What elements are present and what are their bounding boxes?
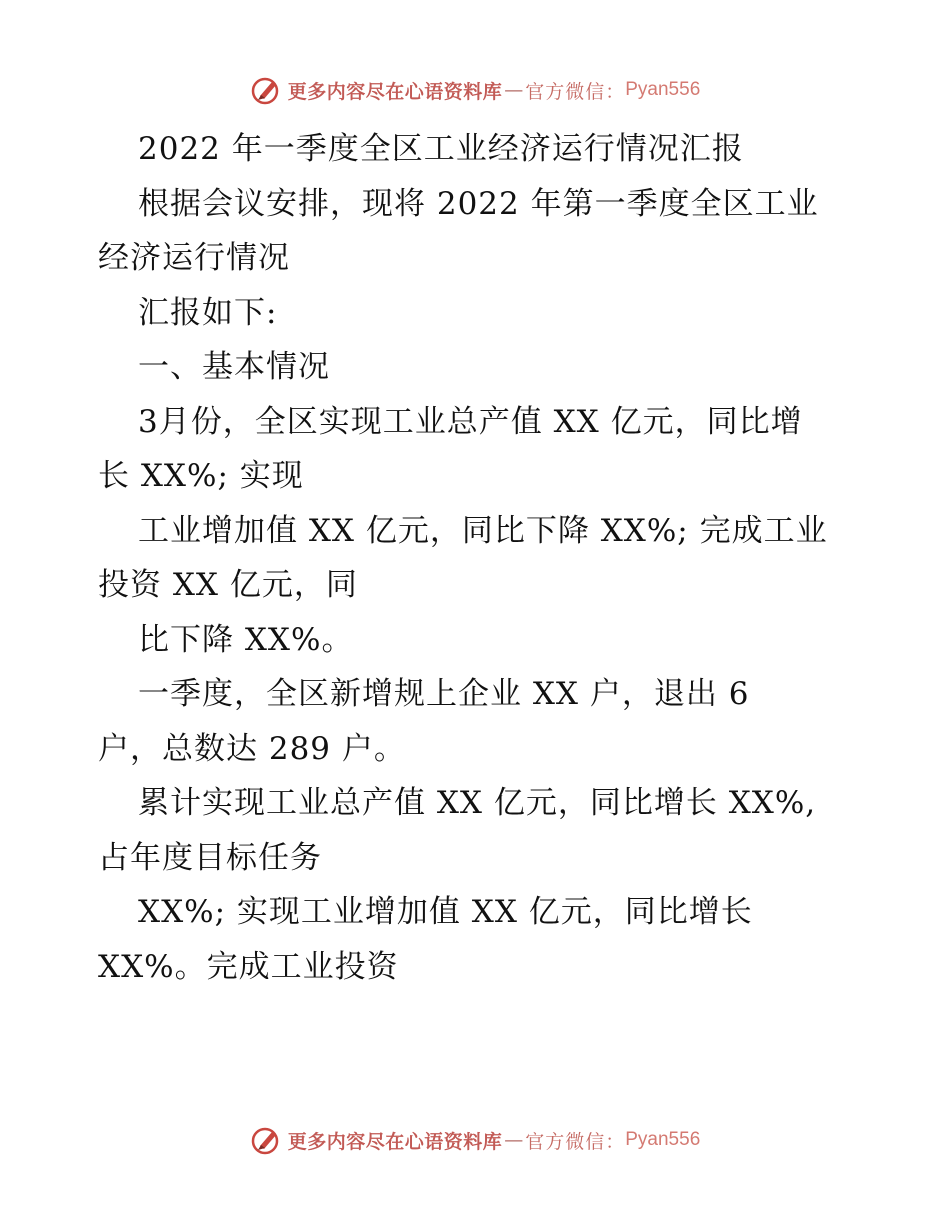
banner-site-text: 更多内容尽在心语资料库 <box>287 80 503 103</box>
text-line: 一、基本情况 <box>138 349 330 385</box>
banner-dash: — <box>504 79 524 101</box>
banner-wechat-id: Pyan556 <box>625 79 701 100</box>
text-line: XX%。完成工业投资 <box>98 948 399 985</box>
document-body <box>98 122 858 994</box>
text-line: 一季度，全区新增规上企业 XX 户，退出 6 <box>138 676 750 712</box>
text-line: 比下降 XX%。 <box>138 621 354 658</box>
text-line: 2022 年一季度全区工业经济运行情况汇报 <box>138 131 744 167</box>
brand-logo-icon <box>250 74 282 106</box>
text-line: 长 XX%; 实现 <box>98 458 304 494</box>
text-line: 投资 XX 亿元，同 <box>98 567 358 603</box>
text-line: 累计实现工业总产值 XX 亿元，同比增长 XX%, <box>138 785 817 821</box>
text-line: 汇报如下: <box>138 294 278 331</box>
text-line: 占年度目标任务 <box>98 839 322 876</box>
text-line: 工业增加值 XX 亿元，同比下降 XX%; 完成工业 <box>138 512 828 549</box>
footer-watermark-banner <box>0 1120 950 1160</box>
text-line: 经济运行情况 <box>98 240 290 276</box>
banner-dash: — <box>504 1129 524 1151</box>
text-line: XX%; 实现工业增加值 XX 亿元，同比增长 <box>138 894 753 930</box>
brand-logo-icon <box>250 1124 282 1156</box>
text-line: 根据会议安排，现将 2022 年第一季度全区工业 <box>138 185 819 222</box>
banner-wechat-label: 官方微信： <box>525 80 626 103</box>
banner-wechat-label: 官方微信： <box>525 1130 626 1153</box>
banner-site-text: 更多内容尽在心语资料库 <box>287 1130 503 1153</box>
banner-wechat-id: Pyan556 <box>625 1129 701 1150</box>
header-watermark-banner <box>0 70 950 110</box>
text-line: 户，总数达 289 户。 <box>98 730 406 767</box>
text-line: 3月份，全区实现工业总产值 XX 亿元，同比增 <box>138 403 803 440</box>
